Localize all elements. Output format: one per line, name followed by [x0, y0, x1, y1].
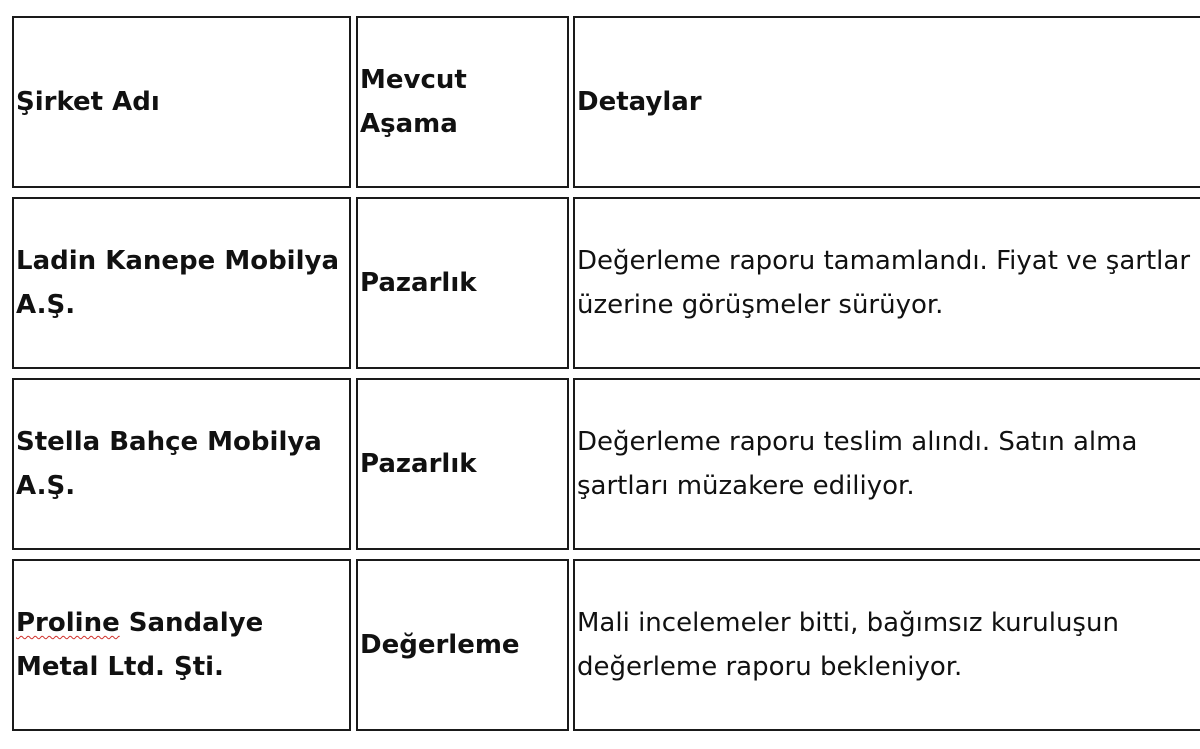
- stage-cell[interactable]: [356, 197, 569, 369]
- header-stage-label: Mevcut Aşama: [360, 65, 467, 139]
- table-row: [10, 559, 1196, 737]
- header-details-cell[interactable]: [573, 16, 1200, 188]
- stage-value: Pazarlık: [360, 449, 477, 479]
- stage-value: Pazarlık: [360, 268, 477, 298]
- header-company-label: Şirket Adı: [16, 87, 160, 117]
- details-text: Mali incelemeler bitti, bağımsız kuruluşun değerleme raporu bekleniyor.: [577, 608, 1119, 682]
- details-text: Değerleme raporu tamamlandı. Fiyat ve şartlar üzerine görüşmeler sürüyor.: [577, 246, 1191, 320]
- details-cell[interactable]: [573, 559, 1200, 731]
- company-cell[interactable]: [12, 197, 351, 369]
- header-company-cell[interactable]: [12, 16, 351, 188]
- stage-cell[interactable]: [356, 378, 569, 550]
- company-name: [16, 601, 347, 689]
- details-cell[interactable]: [573, 197, 1200, 369]
- details-text: Değerleme raporu teslim alındı. Satın alma şartları müzakere ediliyor.: [577, 427, 1138, 501]
- table-row: [10, 378, 1196, 556]
- details-cell[interactable]: [573, 378, 1200, 550]
- stage-value: Değerleme: [360, 630, 520, 660]
- company-cell[interactable]: [12, 378, 351, 550]
- company-cell[interactable]: [12, 559, 351, 731]
- stage-cell[interactable]: [356, 559, 569, 731]
- header-stage-cell[interactable]: [356, 16, 569, 188]
- header-details-label: Detaylar: [577, 87, 702, 117]
- table-header-row: [10, 16, 1196, 194]
- company-name: Ladin Kanepe Mobilya A.Ş.: [16, 246, 339, 320]
- status-table: [10, 16, 1196, 740]
- company-name: Stella Bahçe Mobilya A.Ş.: [16, 427, 322, 501]
- company-name-rest: Sandalye Metal Ltd. Şti.: [16, 608, 264, 682]
- table-row: [10, 197, 1196, 375]
- spellcheck-flagged-word: Proline: [16, 608, 120, 638]
